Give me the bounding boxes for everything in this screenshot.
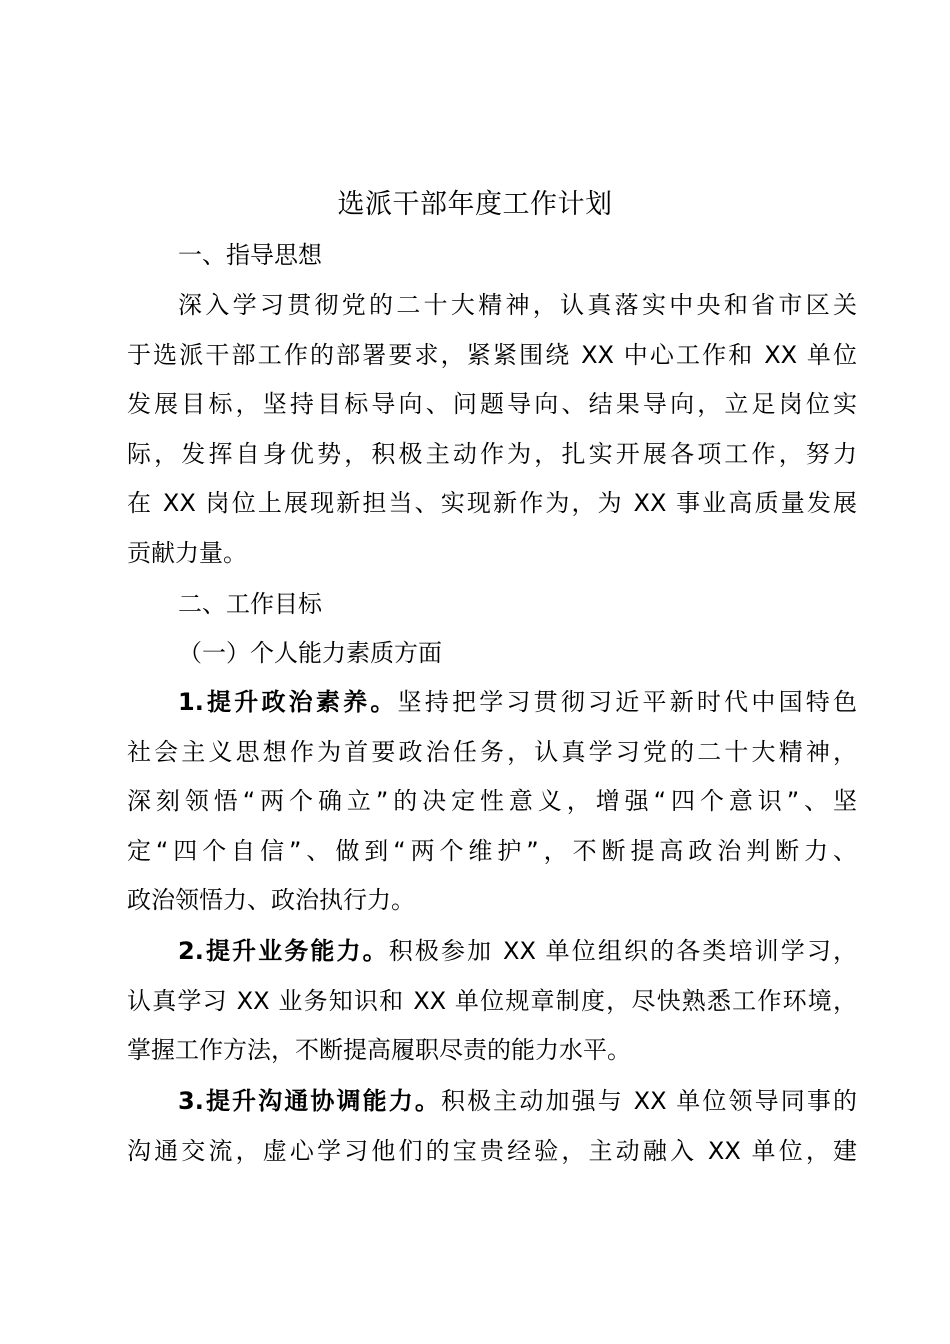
paragraph-line: 沟通交流，虚心学习他们的宝贵经验，主动融入 XX 单位，建	[127, 1136, 857, 1165]
item-lead: 2.提升业务能力。	[178, 937, 389, 965]
guiding-ideology-paragraph	[127, 281, 857, 579]
item-political-literacy	[127, 678, 857, 926]
paragraph-line: 认真学习 XX 业务知识和 XX 单位规章制度，尽快熟悉工作环境，	[127, 986, 857, 1015]
paragraph-line: 政治领悟力、政治执行力。	[127, 886, 415, 915]
document-title: 选派干部年度工作计划	[337, 189, 613, 220]
paragraph-line: 深刻领悟“两个确立”的决定性意义，增强“四个意识”、坚	[127, 787, 857, 816]
paragraph-line: 社会主义思想作为首要政治任务，认真学习党的二十大精神，	[127, 737, 857, 766]
section-heading-work-goals: 二、工作目标	[178, 590, 322, 618]
subsection-heading-personal-ability: （一）个人能力素质方面	[178, 639, 442, 667]
section-heading-guiding-ideology: 一、指导思想	[178, 241, 322, 269]
paragraph-line	[127, 678, 857, 728]
paragraph-line: 际，发挥自身优势，积极主动作为，扎实开展各项工作，努力	[127, 439, 857, 468]
paragraph-line	[127, 927, 857, 977]
paragraph-line: 定“四个自信”、做到“两个维护”，不断提高政治判断力、	[127, 836, 857, 865]
paragraph-line: 于选派干部工作的部署要求，紧紧围绕 XX 中心工作和 XX 单位	[127, 340, 857, 369]
item-text: 积极参加 XX 单位组织的各类培训学习，	[388, 937, 857, 965]
paragraph-line: 发展目标，坚持目标导向、问题导向、结果导向，立足岗位实	[127, 390, 857, 419]
item-communication-ability	[127, 1077, 857, 1176]
paragraph-line: 贡献力量。	[127, 538, 247, 567]
item-text: 积极主动加强与 XX 单位领导同事的	[441, 1087, 857, 1115]
paragraph-line: 深入学习贯彻党的二十大精神，认真落实中央和省市区关	[178, 291, 857, 319]
paragraph-line	[127, 1077, 857, 1127]
item-lead: 3.提升沟通协调能力。	[178, 1087, 442, 1115]
paragraph-line: 在 XX 岗位上展现新担当、实现新作为，为 XX 事业高质量发展	[127, 489, 857, 518]
item-lead: 1.提升政治素养。	[178, 688, 398, 716]
item-business-ability	[127, 927, 857, 1076]
item-text: 坚持把学习贯彻习近平新时代中国特色	[397, 688, 857, 716]
paragraph-line: 掌握工作方法，不断提高履职尽责的能力水平。	[127, 1036, 631, 1065]
